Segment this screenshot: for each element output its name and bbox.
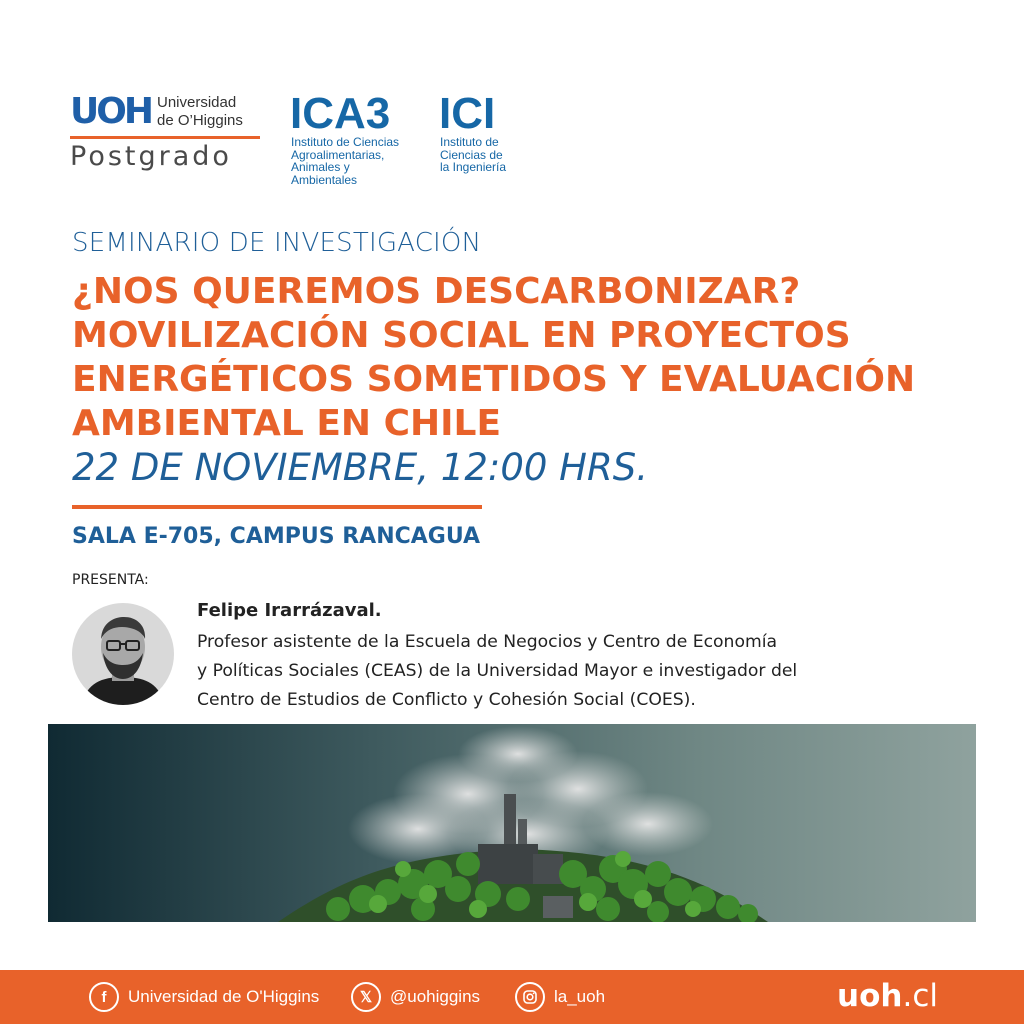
facebook-label: Universidad de O'Higgins xyxy=(128,987,320,1006)
event-title-line: MOVILIZACIÓN SOCIAL EN PROYECTOS xyxy=(72,315,851,356)
uoh-logo-mark: UOH xyxy=(70,91,151,132)
industrial-forest-illustration xyxy=(48,724,976,922)
uoh-logo-divider xyxy=(70,136,260,139)
instagram-link[interactable] xyxy=(515,982,605,1012)
x-icon: 𝕏 xyxy=(351,982,381,1012)
event-venue: SALA E-705, CAMPUS RANCAGUA xyxy=(72,524,481,549)
event-date: 22 DE NOVIEMBRE, 12:00 HRS. xyxy=(72,446,648,489)
website-tld: .cl xyxy=(902,978,938,1014)
uoh-logo-postgrado: Postgrado xyxy=(70,141,232,172)
event-title xyxy=(72,270,972,446)
ici-logo-mark: ICI xyxy=(439,89,496,138)
instagram-label: la_uoh xyxy=(554,987,606,1006)
event-title-line: ¿NOS QUEREMOS DESCARBONIZAR? xyxy=(72,271,801,312)
event-title-line: ENERGÉTICOS SOMETIDOS Y EVALUACIÓN xyxy=(72,359,916,400)
facebook-icon: f xyxy=(89,982,119,1012)
event-kicker: SEMINARIO DE INVESTIGACIÓN xyxy=(72,228,482,258)
ici-logo-text: Instituto de Ciencias de la Ingeniería xyxy=(440,135,507,174)
instagram-icon xyxy=(515,982,545,1012)
ica3-logo-mark: ICA3 xyxy=(290,89,391,138)
x-label: @uohiggins xyxy=(390,987,481,1006)
event-title-line: AMBIENTAL EN CHILE xyxy=(72,403,502,444)
speaker-name: Felipe Irarrázaval. xyxy=(197,600,382,621)
uoh-postgrado-logo xyxy=(70,92,265,182)
footer-bar xyxy=(0,970,1024,1024)
ica3-logo xyxy=(290,89,430,192)
uoh-logo-name: Universidad de O’Higgins xyxy=(157,94,243,129)
date-underline xyxy=(72,505,482,509)
x-link[interactable] xyxy=(351,982,480,1012)
facebook-link[interactable] xyxy=(89,982,319,1012)
ica3-logo-text: Instituto de Ciencias Agroalimentarias, Animales y Ambientales xyxy=(291,135,400,187)
website-main: uoh xyxy=(837,978,903,1014)
website-link[interactable] xyxy=(837,978,938,1014)
speaker-bio: Profesor asistente de la Escuela de Negocios y Centro de Economía y Políticas Sociales (CEAS) de la Universidad Mayor e investigador del Centro de Estudios de Conflicto y Cohesión Social (COES). xyxy=(197,632,798,710)
ici-logo xyxy=(439,89,529,182)
speaker-avatar xyxy=(72,603,174,705)
presenta-label: PRESENTA: xyxy=(72,572,149,588)
